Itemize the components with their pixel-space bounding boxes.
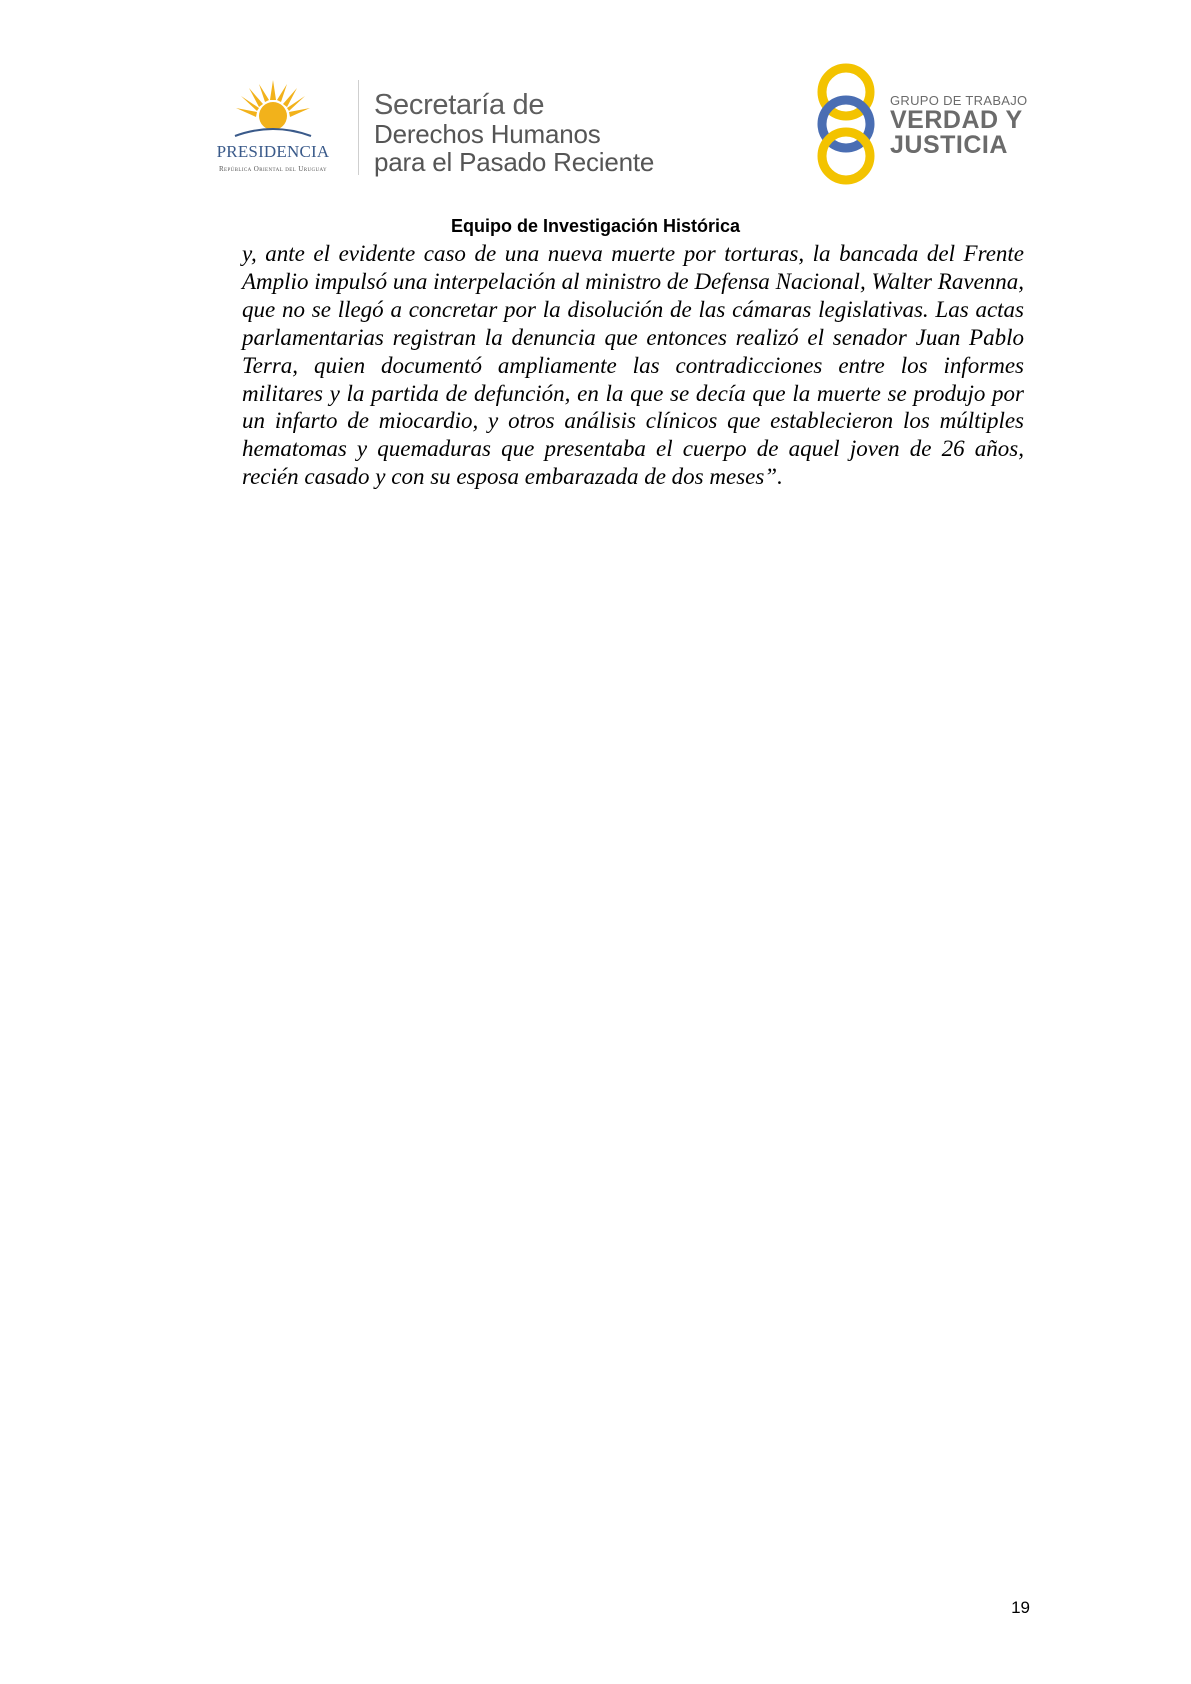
presidencia-name: PRESIDENCIA — [216, 142, 330, 161]
header-divider — [358, 80, 359, 175]
body-paragraph: y, ante el evidente caso de una nueva muerte por torturas, la bancada del Frente Amplio impulsó una interpelación al ministro de Defensa Nacional, Walter Ravenna, que no se llegó a concretar por la disolución de las cámaras legislativas. Las actas parlamentarias registran la denuncia que entonces realizó el senador Juan Pablo Terra, quien documentó ampliamente las contradicciones entre los informes militares y la partida de defunción, en la que se decía que la muerte se produjo por un infarto de miocardio, y otros análisis clínicos que establecieron los múltiples hematomas y quemaduras que presentaba el cuerpo de aquel joven de 26 años, recién casado y con su esposa embarazada de dos meses”. — [242, 241, 1024, 490]
presidencia-subtitle: República Oriental del Uruguay — [218, 165, 328, 173]
team-title: Equipo de Investigación Histórica — [450, 216, 741, 236]
secretaria-logo-text — [374, 90, 654, 176]
secretaria-line-2: Derechos Humanos — [374, 119, 601, 149]
page-header — [0, 0, 1191, 200]
secretaria-line-3: para el Pasado Reciente — [374, 147, 655, 177]
grupo-line-2: VERDAD Y — [890, 106, 1023, 134]
grupo-line-3: JUSTICIA — [890, 131, 1008, 159]
presidencia-logo — [196, 78, 350, 178]
grupo-logo-text — [890, 94, 1027, 158]
sun-icon — [233, 78, 313, 144]
linked-rings-icon — [808, 62, 884, 186]
grupo-line-1: GRUPO DE TRABAJO — [890, 93, 1028, 108]
page-number: 19 — [1011, 1598, 1030, 1617]
secretaria-line-1: Secretaría de — [374, 89, 545, 121]
